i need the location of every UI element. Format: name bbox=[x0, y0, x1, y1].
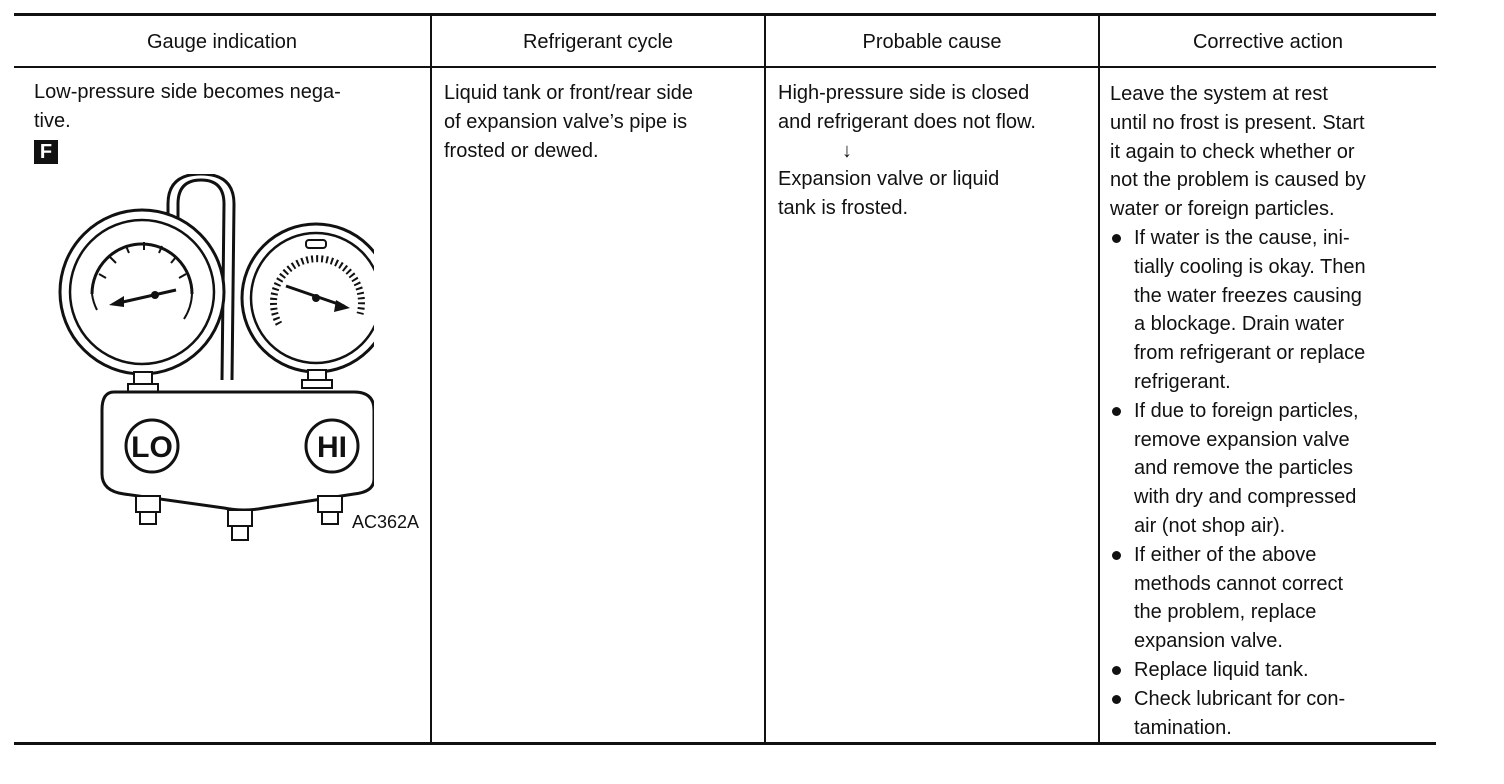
figure-code: AC362A bbox=[352, 512, 420, 532]
refrigerant-cycle-text: Liquid tank or front/rear side of expansion valve’s pipe is frosted or dewed. bbox=[444, 82, 694, 162]
probable-cause-result: Expansion valve or liquid tank is frosted. bbox=[778, 168, 1000, 220]
corrective-action-intro: Leave the system at rest until no frost is present. Start it again to check whether or not the problem is caused by water or foreign particles. bbox=[1110, 83, 1366, 221]
lo-label: LO bbox=[131, 431, 173, 464]
manifold-gauge-illustration bbox=[54, 174, 374, 554]
gauge-indication-header: Gauge indication bbox=[14, 16, 430, 68]
list-item: Check lubricant for con- tamination. bbox=[1110, 685, 1424, 743]
list-item: If due to foreign particles, remove expansion valve and remove the particles with dry and compressed air (not shop air). bbox=[1110, 397, 1424, 541]
list-item: If either of the above methods cannot correct the problem, replace expansion valve. bbox=[1110, 541, 1424, 656]
refrigerant-cycle-header: Refrigerant cycle bbox=[432, 16, 764, 68]
high-pressure-gauge-icon bbox=[242, 224, 374, 388]
probable-cause-header: Probable cause bbox=[766, 16, 1098, 68]
refrigerant-cycle-column bbox=[430, 16, 764, 742]
list-item: Replace liquid tank. bbox=[1110, 656, 1424, 685]
down-arrow-icon: ↓ bbox=[842, 139, 852, 162]
corrective-action-list bbox=[1110, 224, 1424, 742]
corrective-action-header: Corrective action bbox=[1100, 16, 1436, 68]
gauge-indication-text: Low-pressure side becomes nega- tive. bbox=[34, 81, 341, 132]
probable-cause-column bbox=[764, 16, 1098, 742]
corrective-action-column bbox=[1098, 16, 1436, 742]
hi-label: HI bbox=[317, 431, 347, 464]
diagnosis-table bbox=[14, 13, 1436, 745]
list-item: If water is the cause, ini- tially cooling is okay. Then the water freezes causing a blockage. Drain water from refrigerant or replace refrigerant. bbox=[1110, 224, 1424, 397]
gauge-indication-column bbox=[14, 16, 430, 742]
low-pressure-gauge-icon bbox=[60, 210, 224, 392]
f-badge: F bbox=[34, 140, 58, 164]
probable-cause-text: High-pressure side is closed and refrigerant does not flow. bbox=[778, 82, 1036, 133]
